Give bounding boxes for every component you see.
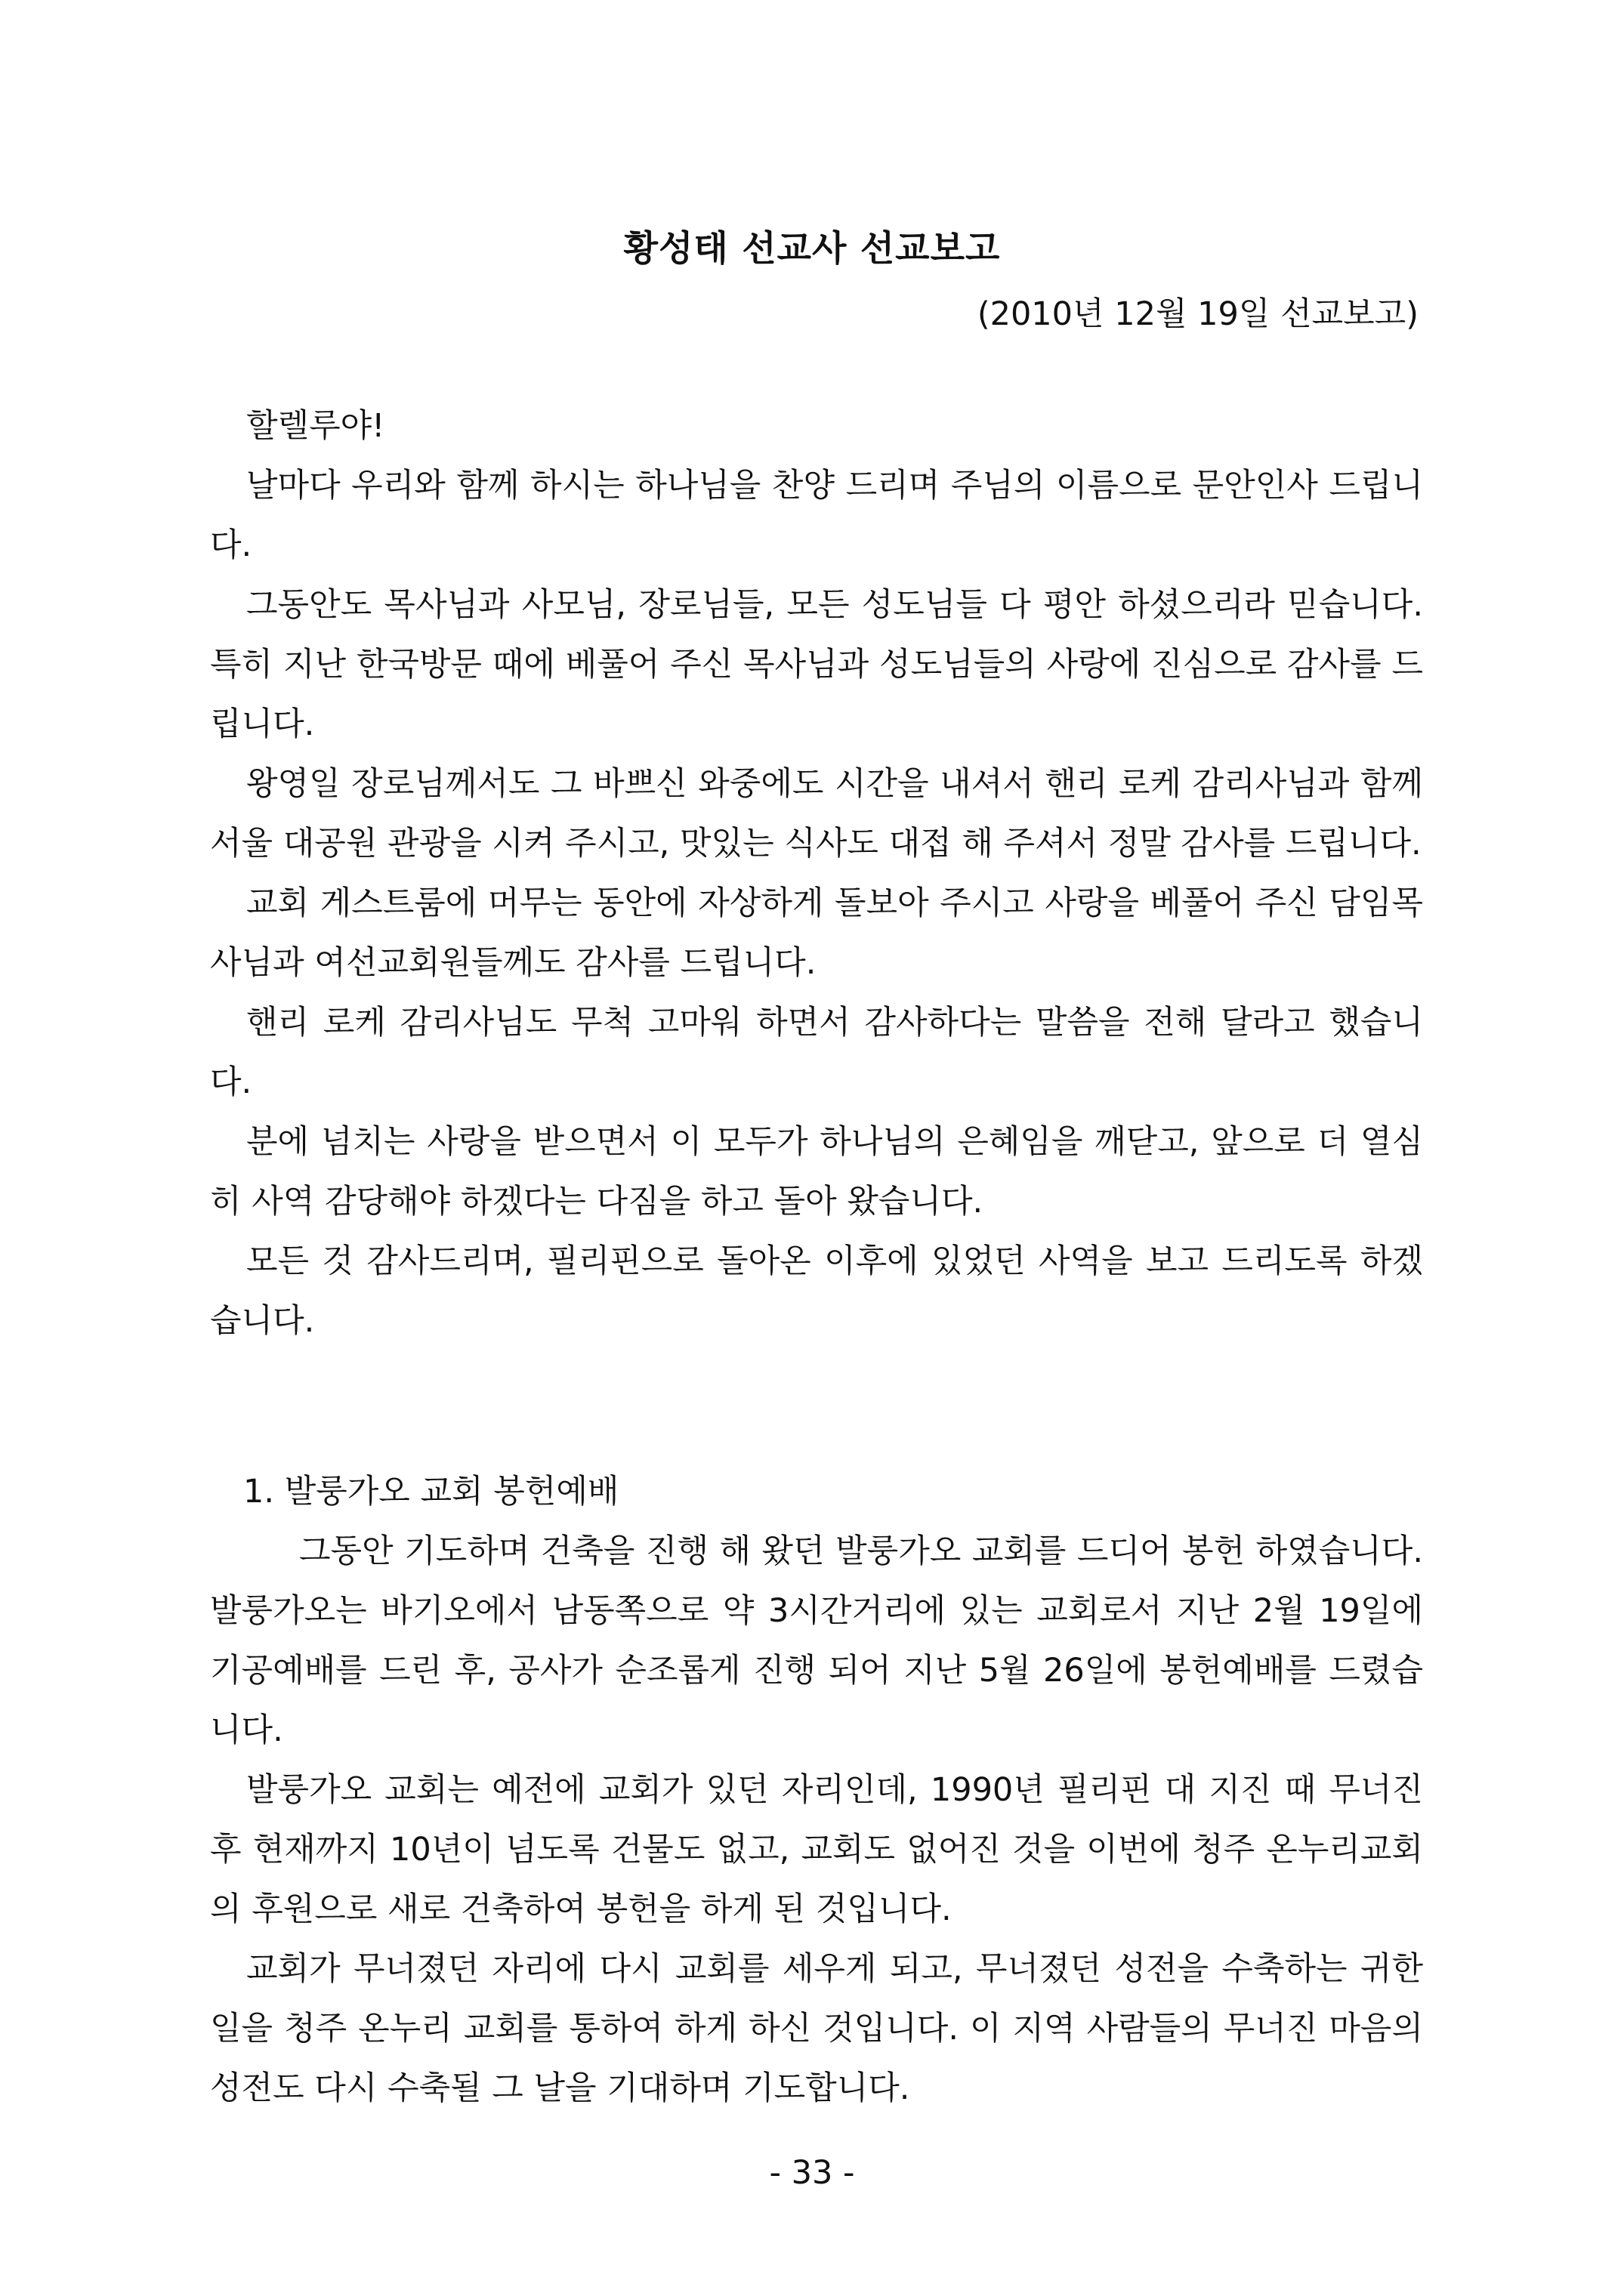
paragraph: 분에 넘치는 사랑을 받으면서 이 모두가 하나님의 은혜임을 깨닫고, 앞으로 더 열심히 사역 감당해야 하겠다는 다짐을 하고 돌아 왔습니다. bbox=[210, 1123, 1423, 1221]
paragraph: 모든 것 감사드리며, 필리핀으로 돌아온 이후에 있었던 사역을 보고 드리도록 하겠습니다. bbox=[210, 1242, 1423, 1340]
paragraph: 교회가 무너졌던 자리에 다시 교회를 세우게 되고, 무너졌던 성전을 수축하는 귀한 일을 청주 온누리 교회를 통하여 하게 하신 것입니다. 이 지역 사람들의 무너진 마음의 성전도 다시 수축될 그 날을 기대하며 기도합니다. bbox=[210, 1950, 1423, 2107]
paragraph: 발룽가오 교회는 예전에 교회가 있던 자리인데, 1990년 필리핀 대 지진 때 무너진 후 현재까지 10년이 넘도록 건물도 없고, 교회도 없어진 것을 이번에 청주 온누리교회의 후원으로 새로 건축하여 봉헌을 하게 된 것입니다. bbox=[210, 1771, 1423, 1928]
paragraph: 왕영일 장로님께서도 그 바쁘신 와중에도 시간을 내셔서 핸리 로케 감리사님과 함께 서울 대공원 관광을 시켜 주시고, 맛있는 식사도 대접 해 주셔서 정말 감사를 드립니다. bbox=[210, 765, 1423, 863]
paragraph: 핸리 로케 감리사님도 무척 고마워 하면서 감사하다는 말씀을 전해 달라고 했습니다. bbox=[210, 1004, 1423, 1101]
page-title: 황성태 선교사 선교보고 bbox=[623, 228, 1001, 270]
paragraph: 할렐루야! bbox=[246, 407, 385, 445]
paragraph: 교회 게스트룸에 머무는 동안에 자상하게 돌보아 주시고 사랑을 베풀어 주신 담임목사님과 여선교회원들께도 감사를 드립니다. bbox=[210, 884, 1423, 982]
report-date: (2010년 12월 19일 선교보고) bbox=[977, 295, 1419, 333]
section-heading: 1. 발룽가오 교회 봉헌예배 bbox=[243, 1473, 619, 1511]
paragraph: 그동안 기도하며 건축을 진행 해 왔던 발룽가오 교회를 드디어 봉헌 하였습니다. 발룽가오는 바기오에서 남동쪽으로 약 3시간거리에 있는 교회로서 지난 2월 19일에 기공예배를 드린 후, 공사가 순조롭게 진행 되어 지난 5월 26일에 봉헌예배를 드렸습니다. bbox=[210, 1532, 1423, 1749]
intro-body bbox=[210, 397, 1423, 1351]
page-number: - 33 - bbox=[769, 2154, 855, 2192]
paragraph: 날마다 우리와 함께 하시는 하나님을 찬양 드리며 주님의 이름으로 문안인사 드립니다. bbox=[210, 467, 1423, 564]
paragraph: 그동안도 목사님과 사모님, 장로님들, 모든 성도님들 다 평안 하셨으리라 믿습니다. 특히 지난 한국방문 때에 베풀어 주신 목사님과 성도님들의 사랑에 진심으로 감사를 드립니다. bbox=[210, 586, 1423, 743]
section-1 bbox=[210, 1462, 1423, 2119]
